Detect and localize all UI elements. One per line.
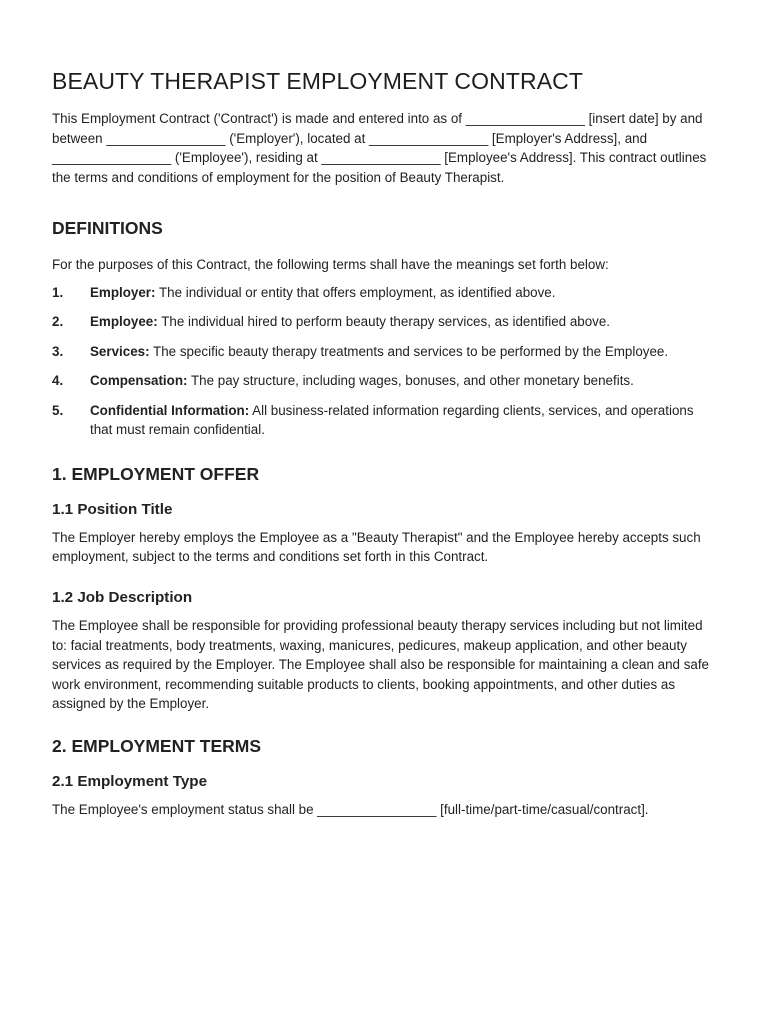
definitions-heading: DEFINITIONS [52, 218, 163, 239]
definition-term: Compensation: [90, 373, 188, 389]
definition-item [52, 312, 714, 332]
section-2-heading: 2. EMPLOYMENT TERMS [52, 735, 262, 756]
definition-number: 1. [52, 284, 64, 300]
definition-number: 4. [52, 373, 64, 389]
definition-text: The specific beauty therapy treatments and services to be performed by the Employee. [149, 343, 669, 359]
section-1-2-heading: 1.2 Job Description [52, 588, 193, 606]
definition-text: The pay structure, including wages, bonuses, and other monetary benefits. [187, 373, 634, 389]
definitions-list [52, 283, 714, 440]
definition-term: Services: [90, 343, 150, 359]
definition-item [52, 371, 714, 391]
section-1-1-heading: 1.1 Position Title [52, 500, 173, 518]
definitions-lead: For the purposes of this Contract, the following terms shall have the meanings set forth below: [52, 257, 609, 273]
definition-text: The individual or entity that offers employment, as identified above. [155, 284, 556, 300]
definition-text: All business-related information regarding clients, services, and operations that must remain confidential. [90, 402, 694, 438]
definition-term: Confidential Information: [90, 402, 250, 418]
definition-term: Employer: [90, 284, 156, 300]
definition-term: Employee: [90, 314, 158, 330]
intro-paragraph: This Employment Contract ('Contract') is made and entered into as of ________________ [insert date] by and between ________________ ('Employer'), located at ________________ [Employer's Address], and ________________ ('Employee'), residing at ________________ [Employee's Address]. This contract outlines the terms and conditions of employment for the position of Beauty Therapist. [52, 111, 707, 185]
section-2-1-heading: 2.1 Employment Type [52, 772, 208, 790]
definition-number: 2. [52, 314, 64, 330]
document-title: BEAUTY THERAPIST EMPLOYMENT CONTRACT [52, 68, 583, 94]
definition-item [52, 401, 714, 440]
definition-number: 3. [52, 343, 64, 359]
section-1-2-paragraph: The Employee shall be responsible for providing professional beauty therapy services including but not limited to: facial treatments, body treatments, waxing, manicures, pedicures, makeup application, and other beauty services as required by the Employer. The Employee shall also be responsible for maintaining a clean and safe work environment, recommending suitable products to clients, booking appointments, and other duties as assigned by the Employer. [52, 617, 710, 712]
definition-text: The individual hired to perform beauty therapy services, as identified above. [157, 314, 611, 330]
definition-item [52, 342, 714, 362]
section-1-1-paragraph: The Employer hereby employs the Employee as a "Beauty Therapist" and the Employee hereby accepts such employment, subject to the terms and conditions set forth in this Contract. [52, 529, 701, 565]
section-1-heading: 1. EMPLOYMENT OFFER [52, 463, 260, 484]
definition-number: 5. [52, 402, 64, 418]
definition-item [52, 283, 714, 303]
section-2-1-paragraph: The Employee's employment status shall be ________________ [full-time/part-time/casual/contract]. [52, 801, 649, 817]
